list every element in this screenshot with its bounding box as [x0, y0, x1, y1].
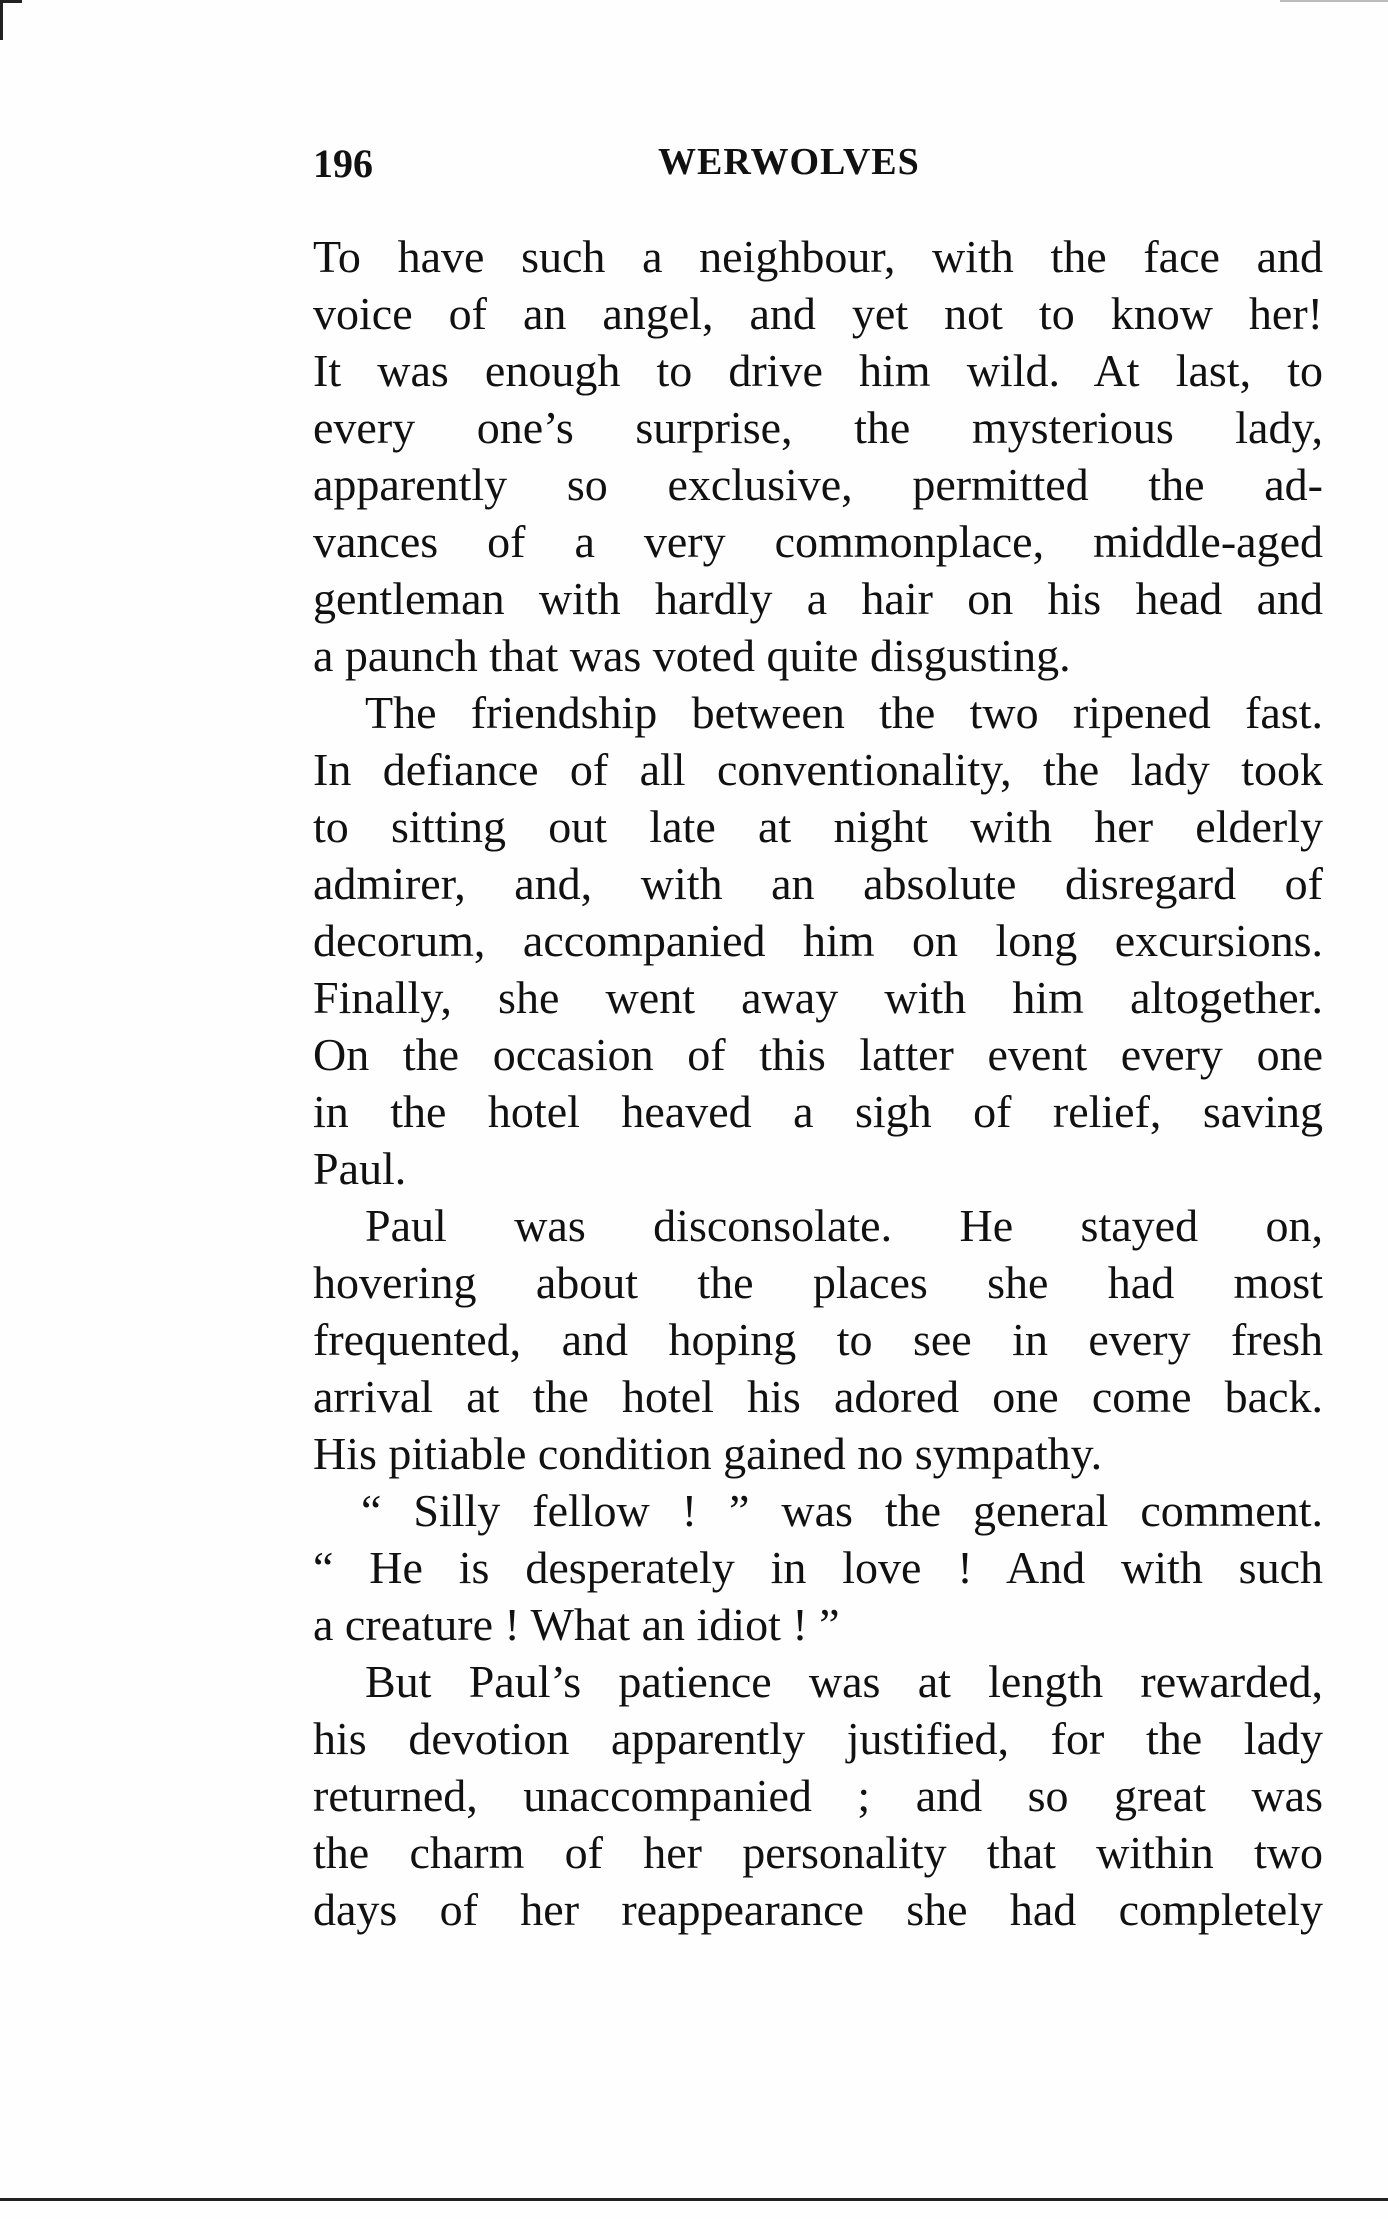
text-line: “ He is desperately in love ! And with such	[313, 1542, 1323, 1593]
text-line: every one’s surprise, the mysterious lady,	[313, 402, 1323, 453]
body-text	[313, 228, 1323, 1938]
text-line: It was enough to drive him wild. At last, to	[313, 345, 1323, 396]
text-line: gentleman with hardly a hair on his head and	[313, 573, 1323, 624]
page-edge-mark	[0, 0, 22, 3]
text-line: returned, unaccompanied ; and so great was	[313, 1770, 1323, 1821]
text-line: the charm of her personality that within two	[313, 1827, 1323, 1878]
page-edge-bottom	[0, 2198, 1388, 2201]
text-line: apparently so exclusive, permitted the ad-	[313, 459, 1323, 510]
text-line: a paunch that was voted quite disgusting.	[313, 630, 1071, 681]
text-line: voice of an angel, and yet not to know her!	[313, 288, 1323, 339]
page-edge-top	[1280, 0, 1388, 2]
running-title: WERWOLVES	[658, 141, 920, 183]
text-line: admirer, and, with an absolute disregard of	[313, 858, 1323, 909]
text-line: hovering about the places she had most	[313, 1257, 1323, 1308]
page-header	[313, 140, 1323, 200]
text-line: Finally, she went away with him altogether.	[313, 972, 1323, 1023]
page-edge-mark	[0, 0, 3, 40]
text-line: frequented, and hoping to see in every fresh	[313, 1314, 1323, 1365]
text-line: In defiance of all conventionality, the lady took	[313, 744, 1323, 795]
text-line: decorum, accompanied him on long excursions.	[313, 915, 1323, 966]
text-line: Paul.	[313, 1143, 407, 1194]
text-line: in the hotel heaved a sigh of relief, saving	[313, 1086, 1323, 1137]
text-line: a creature ! What an idiot ! ”	[313, 1599, 840, 1650]
page-number: 196	[313, 141, 373, 186]
text-line: The friendship between the two ripened fast.	[365, 687, 1323, 738]
text-line: days of her reappearance she had completely	[313, 1884, 1323, 1935]
text-line: vances of a very commonplace, middle-aged	[313, 516, 1323, 567]
text-line: to sitting out late at night with her elderly	[313, 801, 1323, 852]
text-line: arrival at the hotel his adored one come back.	[313, 1371, 1323, 1422]
text-line: “ Silly fellow ! ” was the general comment.	[361, 1485, 1323, 1536]
text-line: His pitiable condition gained no sympathy.	[313, 1428, 1103, 1479]
text-line: Paul was disconsolate. He stayed on,	[365, 1200, 1323, 1251]
text-line: But Paul’s patience was at length rewarded,	[365, 1656, 1323, 1707]
text-line: On the occasion of this latter event every one	[313, 1029, 1323, 1080]
text-line: his devotion apparently justified, for the lady	[313, 1713, 1323, 1764]
text-line: To have such a neighbour, with the face and	[313, 231, 1323, 282]
